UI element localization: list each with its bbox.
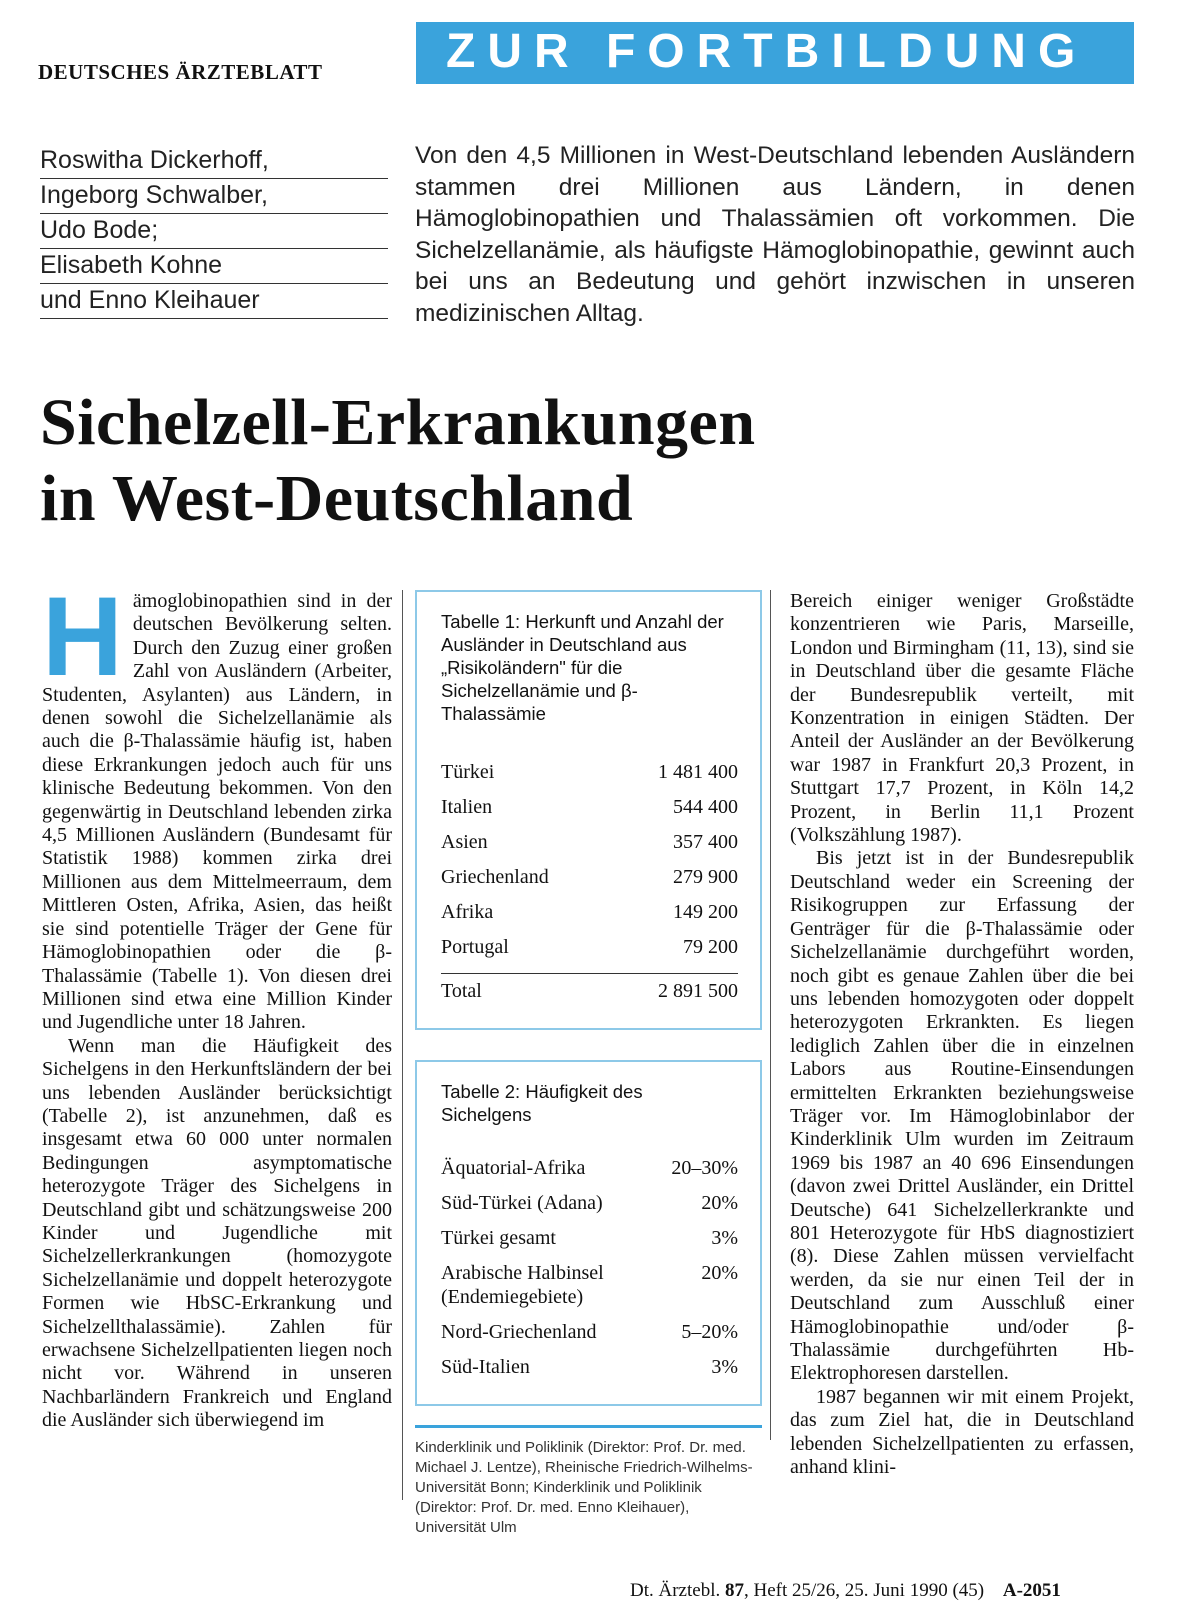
- row-value: 20%: [701, 1192, 738, 1214]
- row-label: Nord-Griechenland: [441, 1321, 597, 1343]
- table-row: [441, 1261, 738, 1309]
- journal-name: DEUTSCHES ÄRZTEBLATT: [38, 60, 323, 84]
- row-value: 3%: [711, 1227, 738, 1249]
- paragraph: [42, 574, 392, 1035]
- abstract: Von den 4,5 Millionen in West-Deutschland lebenden Ausländern stammen drei Millionen aus Ländern, in denen Hämoglobinopathien und Thalassämien oft vorkommen. Die Sichelzellanämie, als häufigste Hämoglobinopathie, gewinnt auch bei uns an Bedeutung und gehört inzwischen in unseren medizinischen Alltag.: [415, 142, 1135, 327]
- table-row: [441, 895, 738, 930]
- table-caption: Tabelle 1: Herkunft und Anzahl der Ausländer in Deutschland aus „Risikoländern" für die Sichelzellanämie und β-Thalassämie: [441, 611, 724, 724]
- paragraph: 1987 begannen wir mit einem Projekt, das zum Ziel hat, die in Deutschland lebenden Sichelzellpatienten zu erfassen, anhand klini-: [790, 1385, 1134, 1479]
- author: und Enno Kleihauer: [40, 284, 388, 319]
- author: Roswitha Dickerhoff,: [40, 144, 388, 179]
- row-label: Arabische Halbinsel (Endemiegebiete): [441, 1262, 604, 1308]
- table-body: [441, 1156, 738, 1379]
- row-label: Afrika: [441, 901, 494, 923]
- column-divider: [402, 590, 403, 1500]
- author: Elisabeth Kohne: [40, 249, 388, 284]
- row-value: 3%: [711, 1356, 738, 1378]
- row-value: 279 900: [673, 866, 738, 888]
- table-body: [441, 755, 738, 1009]
- row-label: Äquatorial-Afrika: [441, 1157, 586, 1179]
- row-label: Türkei gesamt: [441, 1227, 556, 1249]
- paragraph: Wenn man die Häufigkeit des Sichelgens in den Herkunftsländern der bei uns lebenden Ausländer berücksichtigt (Tabelle 2), ist anzunehmen, daß es insgesamt etwa 60 000 unter normalen Bedingungen asymptomatische heterozygote Träger des Sichelgens in Deutschland gibt und schätzungsweise 200 Kinder und Jugendliche mit Sichelzellerkrankungen (homozygote Sichelzellanämie und doppelt heterozygote Formen wie HbSC-Erkrankung und Sichelzellthalassämie). Zahlen für erwachsene Sichelzellpatienten liegen noch nicht vor. Während in unseren Nachbarländern Frankreich und England die Ausländer sich überwiegend im: [42, 1034, 392, 1432]
- author: Ingeborg Schwalber,: [40, 179, 388, 214]
- table-row: [441, 755, 738, 790]
- table-row: [441, 860, 738, 895]
- column-left: [42, 574, 392, 1433]
- table-total-row: [441, 974, 738, 1009]
- row-value: 5–20%: [681, 1321, 738, 1343]
- row-label: Türkei: [441, 761, 495, 783]
- row-value: 79 200: [683, 936, 738, 958]
- row-value: 149 200: [673, 901, 738, 923]
- table-row: [441, 930, 738, 965]
- row-label: Italien: [441, 796, 493, 818]
- column-right: [790, 590, 1134, 1479]
- table-caption: Tabelle 2: Häufigkeit des Sichelgens: [441, 1081, 643, 1125]
- table-row: [441, 825, 738, 860]
- title-line-1: Sichelzell-Erkrankungen: [40, 386, 756, 459]
- row-value: 1 481 400: [658, 761, 738, 783]
- page-footer: [630, 1580, 1061, 1602]
- table-row: [441, 1156, 738, 1180]
- table-2: [415, 1060, 762, 1406]
- article-title: [40, 385, 1140, 537]
- row-value: 20–30%: [671, 1157, 738, 1179]
- table-row: [441, 1320, 738, 1344]
- paragraph: Bereich einiger weniger Großstädte konzentrieren wie Paris, Marseille, London und Birmingham (11, 13), sind sie in Deutschland über die gesamte Fläche der Bundesrepublik verteilt, mit Konzentration in einigen Städten. Der Anteil der Ausländer an der Bevölkerung war 1987 in Frankfurt 20,3 Prozent, in Stuttgart 17,7 Prozent, in Köln 14,2 Prozent, in Berlin 11,1 Prozent (Volkszählung 1987).: [790, 590, 1134, 847]
- table-row: [441, 1355, 738, 1379]
- row-value: 544 400: [673, 796, 738, 818]
- citation-journal: Dt. Ärztebl.: [630, 1580, 721, 1601]
- row-value: 357 400: [673, 831, 738, 853]
- row-label: Total: [441, 980, 482, 1002]
- row-label: Griechenland: [441, 866, 549, 888]
- paragraph: Bis jetzt ist in der Bundesrepublik Deutschland weder ein Screening der Risikogruppen zur Erfassung der Genträger für die β-Thalassämie oder Sichelzellanämie durchgeführt worden, noch gibt es genaue Zahlen über die bei uns lebenden homozygoten oder doppelt heterozygoten Erkrankten. Es liegen lediglich Zahlen über die in einzelnen Labors aus Routine-Einsendungen ermittelten Erkrankten beziehungsweise Träger vor. Im Hämoglobinlabor der Kinderklinik Ulm wurden im Zeitraum 1969 bis 1987 an 40 696 Einsendungen (davon zwei Drittel Ausländer, ein Drittel Deutsche) 641 Sichelzellerkrankte und 801 Heterozygote für HbS diagnostiziert (8). Diese Zahlen müssen vervielfacht werden, da sie nur einen Teil der in Deutschland zum Ausschluß einer Hämoglobinopathie und/oder β-Thalassämie durchgeführten Hb-Elektrophoresen darstellen.: [790, 847, 1134, 1385]
- row-label: Süd-Türkei (Adana): [441, 1192, 603, 1214]
- row-label: Süd-Italien: [441, 1356, 530, 1378]
- page-number: A-2051: [1002, 1580, 1061, 1601]
- affiliation-note: Kinderklinik und Poliklinik (Direktor: Prof. Dr. med. Michael J. Lentze), Rheinische Friedrich-Wilhelms-Universität Bonn; Kinderklinik und Poliklinik (Direktor: Prof. Dr. med. Enno Kleihauer), Universität Ulm: [415, 1425, 762, 1538]
- table-1: [415, 590, 762, 1030]
- row-label: Portugal: [441, 936, 509, 958]
- row-label: Asien: [441, 831, 488, 853]
- table-row: [441, 1191, 738, 1215]
- author-list: [40, 144, 388, 319]
- citation-volume: 87: [724, 1580, 744, 1601]
- section-banner: ZUR FORTBILDUNG: [416, 22, 1134, 84]
- row-value: 2 891 500: [658, 980, 738, 1002]
- citation-issue: , Heft 25/26, 25. Juni 1990 (45): [743, 1580, 985, 1601]
- table-row: [441, 790, 738, 825]
- title-line-2: in West-Deutschland: [40, 462, 634, 535]
- column-divider: [770, 590, 771, 1440]
- paragraph-text: ämoglobinopathien sind in der deutschen Bevölkerung selten. Durch den Zuzug einer großen Zahl von Ausländern (Arbeiter, Studenten, Asylanten) aus Ländern, in denen sowohl die Sichelzellanämie als auch die β-Thalassämie häufig ist, haben diese Erkrankungen jedoch auch für uns klinische Bedeutung bekommen. Von den gegenwärtig in Deutschland lebenden zirka 4,5 Millionen Ausländern (Bundesamt für Statistik 1988) kommen zirka drei Millionen aus dem Mittelmeerraum, dem Mittleren Osten, Afrika, Asien, das heißt sie sind potentielle Träger der Gene für Hämoglobinopathien oder die β-Thalassämie (Tabelle 1). Von diesen drei Millionen sind etwa eine Million Kinder und Jugendliche unter 18 Jahren.: [42, 590, 392, 1034]
- drop-cap: H: [42, 574, 123, 699]
- author: Udo Bode;: [40, 214, 388, 249]
- table-row: [441, 1226, 738, 1250]
- row-value: 20%: [701, 1262, 738, 1284]
